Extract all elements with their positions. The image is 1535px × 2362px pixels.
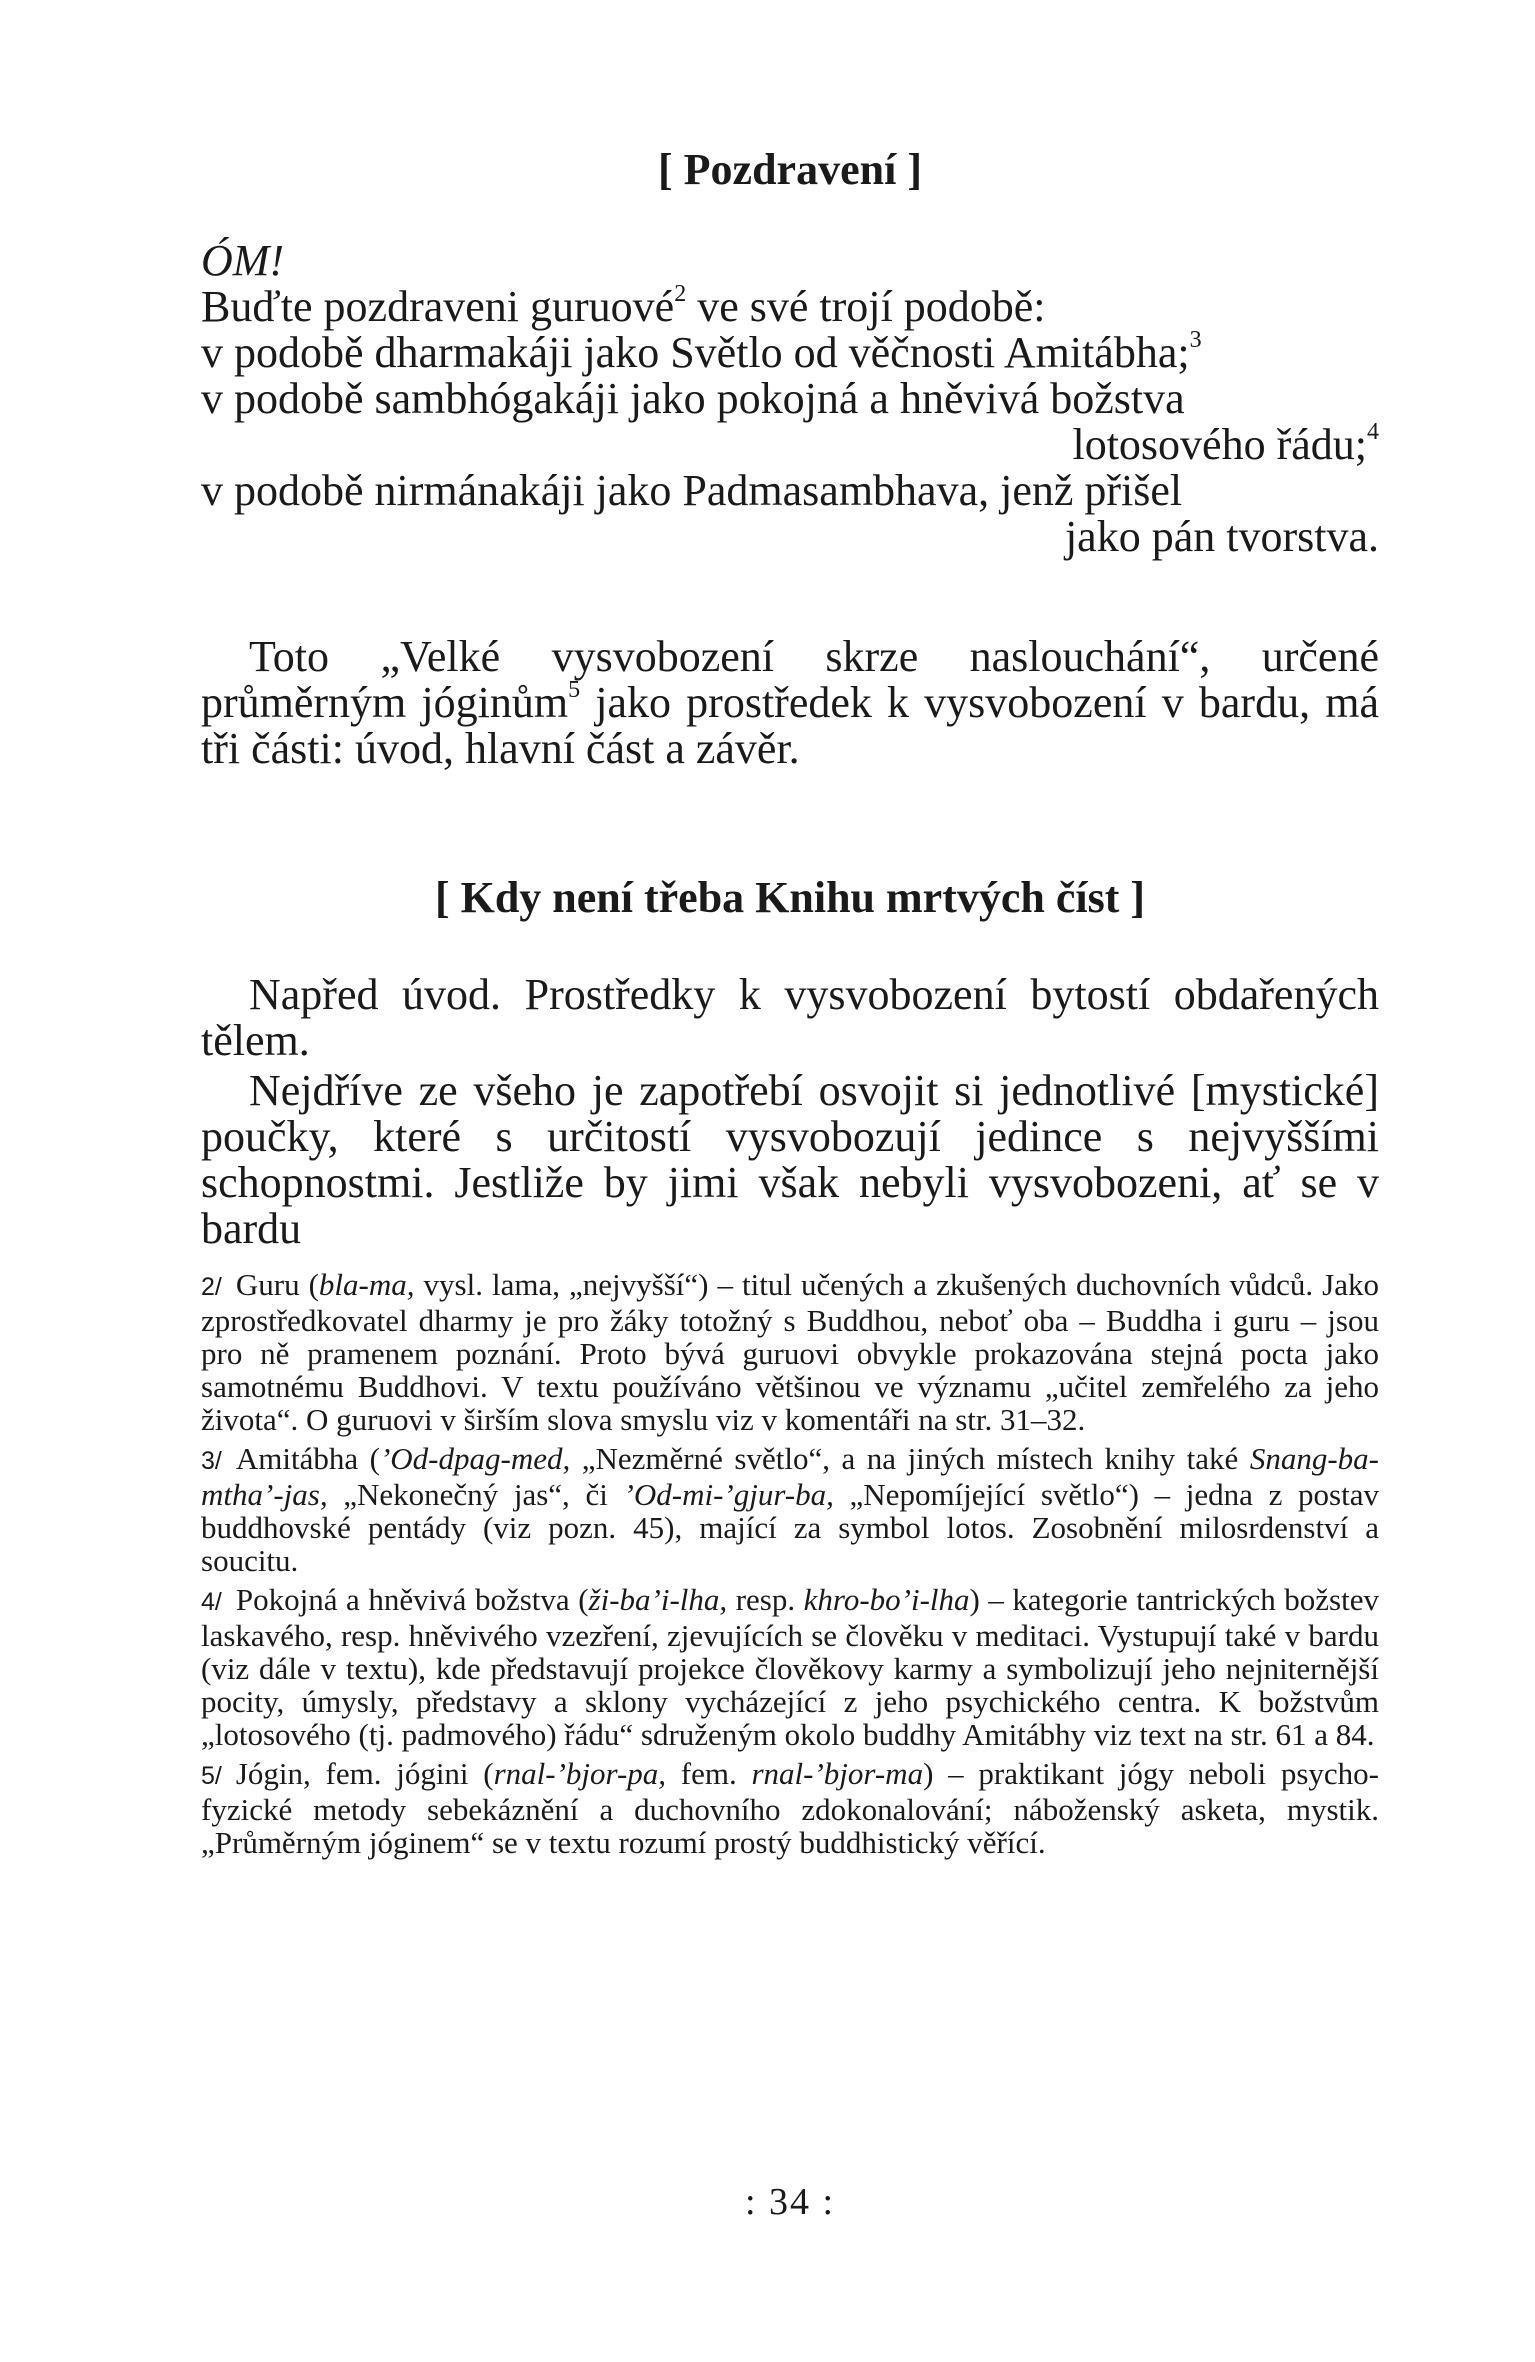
verse-line-5: v podobě nirmánakáji jako Padmasambhava, jenž přišel xyxy=(201,466,1183,515)
verse-line-2: v podobě dharmakáji jako Světlo od věčnosti Amitábha;$^3$ xyxy=(201,327,1202,377)
invocation-verse xyxy=(201,238,1379,560)
verse-line-6: jako pán tvorstva. xyxy=(1064,512,1379,561)
section-heading-greeting: [ Pozdravení ] xyxy=(658,145,922,194)
footnote-ref-5[interactable]: 5 xyxy=(568,677,581,704)
footnotes xyxy=(201,1268,1379,1865)
footnote-ref-2[interactable]: 2 xyxy=(674,281,687,308)
verse-line-4: lotosového řádu;$^4$ xyxy=(1072,419,1379,469)
footnote-ref-4[interactable]: 4 xyxy=(1367,419,1379,446)
om-line: ÓM! xyxy=(201,236,285,285)
body-paragraph-2: Nejdříve ze všeho je zapotřebí osvojit si jednotlivé [mystické] poučky, které s určitostí vysvobozují jedince s nejvyššími schopnostmi. Jestliže by jimi však nebyli vysvobozeni, ať se v bardu xyxy=(201,1066,1379,1253)
section-heading-when-not-read: [ Kdy není třeba Knihu mrtvých číst ] xyxy=(434,873,1146,922)
body-paragraph-1: Napřed úvod. Prostředky k vysvobození bytostí obdařených tělem. xyxy=(201,970,1379,1065)
footnote-3: 3/ Amitábha (’Od-dpag-med, „Nezměrné světlo“, a na jiných místech knihy také Snang-ba-mtha’-jas, „Nekonečný jas“, či ’Od-mi-’gjur-ba, „Nepomíjející světlo“) – jedna z postav buddhovské pentády (viz pozn. 45), mající za symbol lotos. Zosobnění milosrdenství a soucitu. xyxy=(201,1441,1379,1578)
intro-paragraph: Toto „Velké vysvobození skrze naslouchání“, určené průměrným jóginům$^5$ jako prostředek k vysvobození v bardu, má tři části: úvod, hlavní část a závěr. xyxy=(201,632,1379,773)
verse-line-3: v podobě sambhógakáji jako pokojná a hněvivá božstva xyxy=(201,374,1185,423)
footnote-5: 5/ Jógin, fem. jógini (rnal-’bjor-pa, fem. rnal-’bjor-ma) – praktikant jógy neboli psycho-fyzické metody sebekáznění a duchovního zdokonalování; náboženský asketa, mystik. „Průměrným jóginem“ se v textu rozumí prostý buddhistický věřící. xyxy=(201,1756,1379,1860)
page-number: : 34 : xyxy=(744,2181,836,2223)
footnote-2: 2/ Guru (bla-ma, vysl. lama, „nejvyšší“) – titul učených a zkušených duchovních vůdců. Jako zprostředkovatel dharmy je pro žáky totožný s Buddhou, neboť oba – Buddha i guru – jsou pro ně pramenem poznání. Proto bývá guruovi obvykle prokazována stejná pocta jako samotnému Buddhovi. V textu používáno většinou ve významu „učitel zemřelého za jeho života“. O guruovi v širším slova smyslu viz v komentáři na str. 31–32. xyxy=(201,1267,1379,1437)
footnote-4: 4/ Pokojná a hněvivá božstva (ži-ba’i-lha, resp. khro-bo’i-lha) – kategorie tantrických božstev laskavého, resp. hněvivého vzezření, zjevujících se člověku v meditaci. Vystupují také v bardu (viz dále v textu), kde představují projekce člověkovy karmy a symbolizují jeho nejniternější pocity, úmysly, představy a sklony vycházející z jeho psychického centra. K božstvům „lotosového (tj. padmového) řádu“ sdruženým okolo buddhy Amitábhy viz text na str. 61 a 84. xyxy=(201,1582,1379,1752)
verse-line-1: Buďte pozdraveni guruové$^2$ ve své trojí podobě: xyxy=(201,281,1046,331)
footnote-ref-3[interactable]: 3 xyxy=(1189,327,1202,354)
